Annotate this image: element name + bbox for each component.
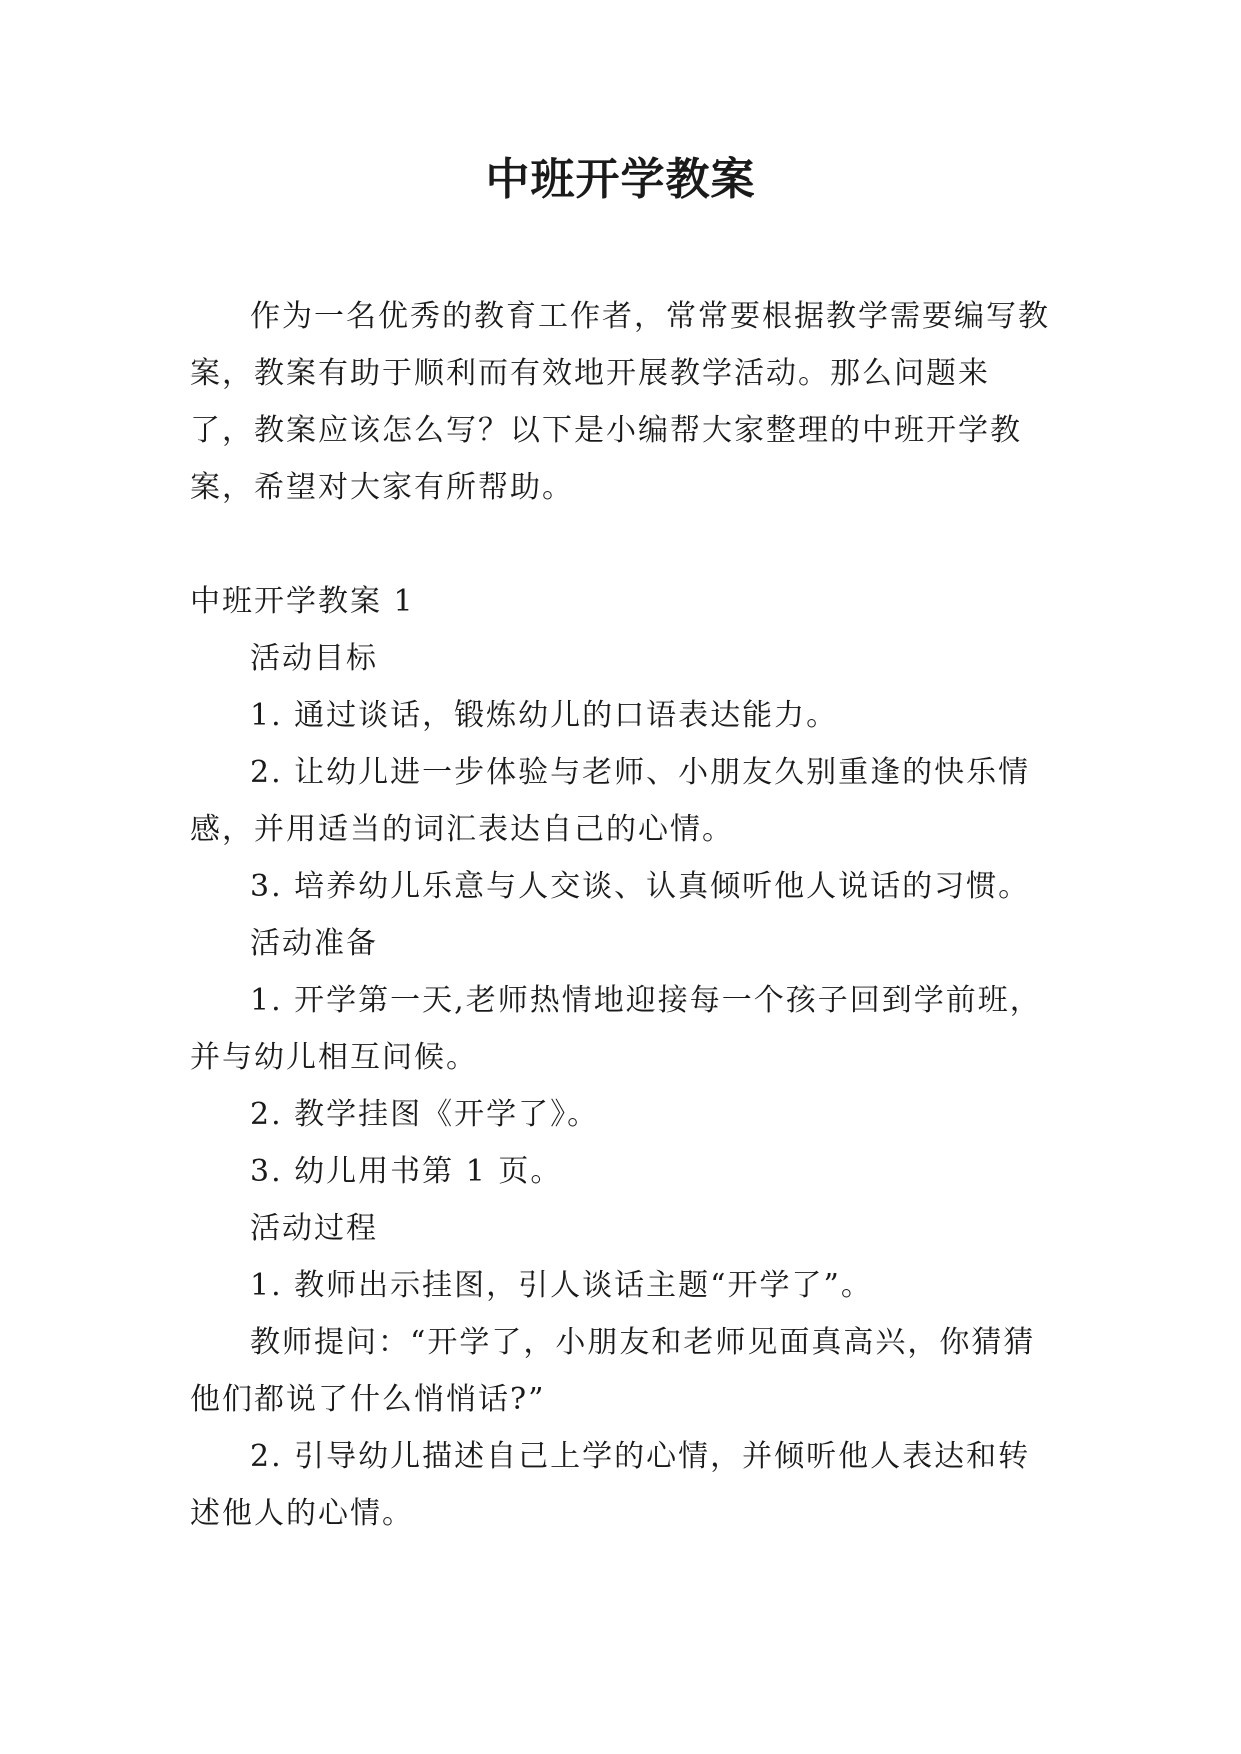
heading-activity-preparation: 活动准备	[250, 926, 378, 961]
document-body	[190, 288, 1050, 1542]
document-title: 中班开学教案	[485, 154, 756, 205]
goal-item-3: 3. 培养幼儿乐意与人交谈、认真倾听他人说话的习惯。	[250, 869, 1031, 904]
preparation-item-1: 1. 开学第一天,老师热情地迎接每一个孩子回到学前班，并与幼儿相互问候。	[190, 983, 1042, 1075]
heading-activity-goals: 活动目标	[250, 641, 378, 676]
intro-paragraph: 作为一名优秀的教育工作者，常常要根据教学需要编写教案，教案有助于顺利而有效地开展教学活动。那么问题来了，教案应该怎么写？以下是小编帮大家整理的中班开学教案，希望对大家有所帮助。	[190, 299, 1050, 505]
process-item-1: 1. 教师出示挂图，引人谈话主题“开学了”。	[250, 1268, 873, 1303]
goal-item-1: 1. 通过谈话，锻炼幼儿的口语表达能力。	[250, 698, 839, 733]
section-title: 中班开学教案 1	[190, 584, 415, 619]
preparation-item-3: 3. 幼儿用书第 1 页。	[250, 1154, 563, 1189]
preparation-item-2: 2. 教学挂图《开学了》。	[250, 1097, 600, 1132]
heading-activity-process: 活动过程	[250, 1211, 378, 1246]
process-item-2: 2. 引导幼儿描述自己上学的心情，并倾听他人表达和转述他人的心情。	[190, 1439, 1031, 1531]
goal-item-2: 2. 让幼儿进一步体验与老师、小朋友久别重逢的快乐情感，并用适当的词汇表达自己的心情。	[190, 755, 1031, 847]
teacher-question-paragraph: 教师提问：“开学了，小朋友和老师见面真高兴，你猜猜他们都说了什么悄悄话?”	[190, 1325, 1036, 1417]
